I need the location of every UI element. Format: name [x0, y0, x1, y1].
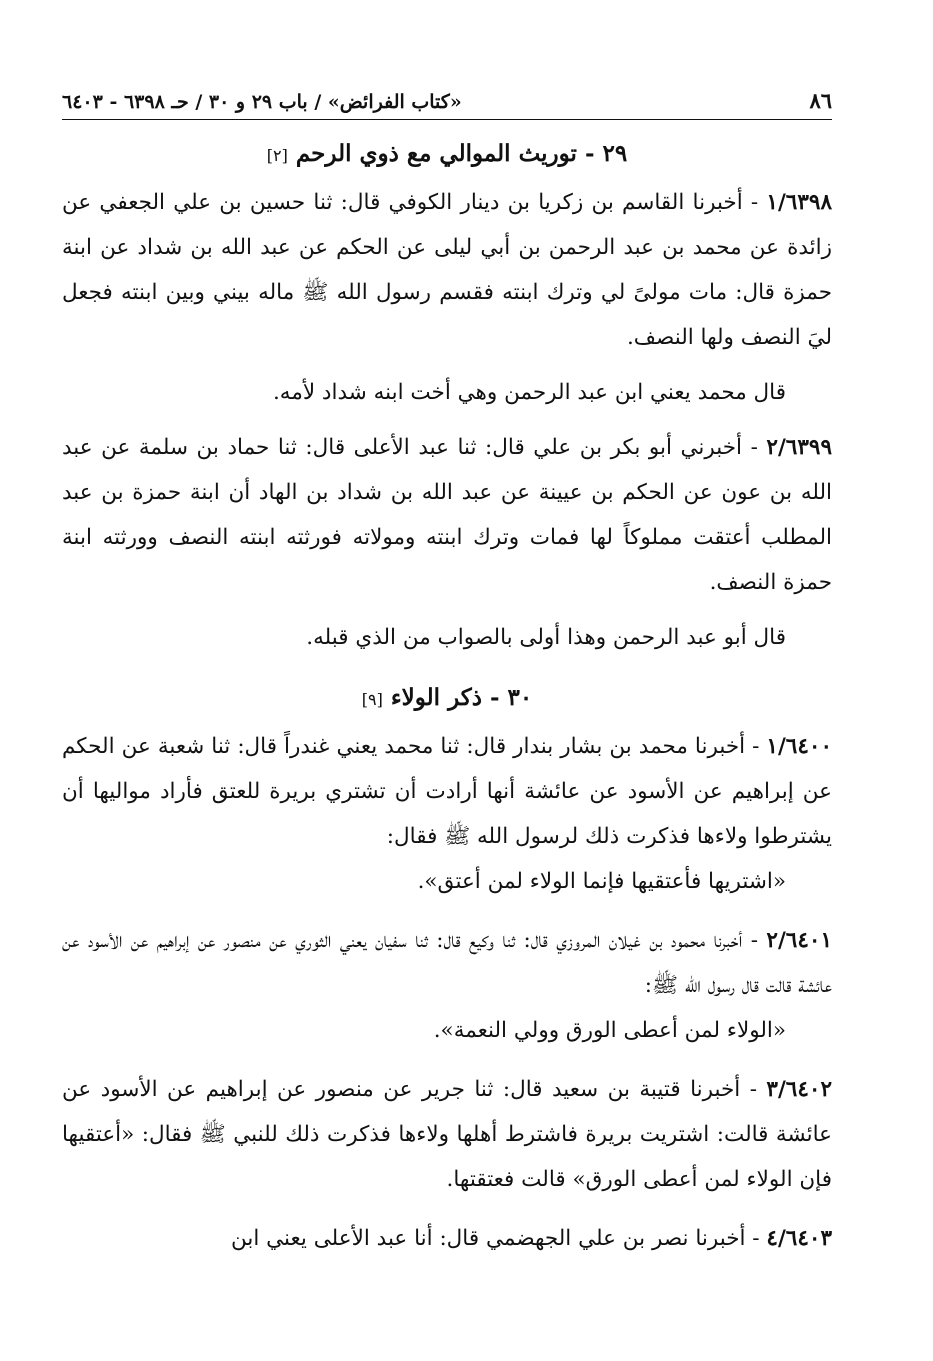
running-header: [62, 88, 832, 120]
hadith-number: ٢/٦٣٩٩: [766, 435, 832, 460]
running-title: «كتاب الفرائض» / باب ٢٩ و ٣٠ / حـ ٦٣٩٨ - ٦٤٠٣: [62, 91, 462, 113]
hadith-number: ٢/٦٤٠١: [766, 928, 832, 953]
commentary-6398: قال محمد يعني ابن عبد الرحمن وهي أخت ابنه شداد لأمه.: [272, 380, 786, 405]
hadith-text: - أخبرنا محمد بن بشار بندار قال: ثنا محمد يعني غندراً قال: ثنا شعبة عن الحكم عن إبراهيم عن الأسود عن عائشة أنها أرادت أن تشتري بريرة للعتق فأراد مواليها أن يشترطوا ولاءها فذكرت ذلك لرسول الله ﷺ فقال:: [62, 734, 832, 849]
hadith-6400: [62, 724, 832, 859]
hadith-6403: [62, 1216, 832, 1261]
chapter-heading-30: [62, 682, 832, 716]
chapter-title: ٣٠ - ذكر الولاء: [390, 684, 533, 711]
hadith-6402: [62, 1067, 832, 1202]
chapter-count: [٢]: [266, 146, 288, 165]
chapter-heading-29: [62, 138, 832, 172]
hadith-text: - أخبرني أبو بكر بن علي قال: ثنا عبد الأعلى قال: ثنا حماد بن سلمة عن عبد الله بن عون عن الحكم بن عيينة عن عبد الله بن شداد بن الهاد أن ابنة حمزة بن عبد المطلب أعتقت مملوكاً لها فمات وترك ابنته ومولاته فورثته ابنته النصف وورثته ابنة حمزة النصف.: [62, 435, 832, 595]
chapter-count: [٩]: [361, 690, 383, 709]
commentary-6399: قال أبو عبد الرحمن وهذا أولى بالصواب من الذي قبله.: [306, 625, 786, 650]
book-page: [62, 88, 832, 1261]
hadith-text: - أخبرنا القاسم بن زكريا بن دينار الكوفي قال: ثنا حسين بن علي الجعفي عن زائدة عن محمد بن عبد الرحمن بن أبي ليلى عن الحكم عن عبد الله بن شداد عن ابنة حمزة قال: مات مولىً لي وترك ابنته فقسم رسول الله ﷺ ماله بيني وبين ابنته فجعل ليَ النصف ولها النصف.: [62, 190, 832, 350]
hadith-number: ١/٦٣٩٨: [766, 190, 832, 215]
prophetic-quote: «الولاء لمن أعطى الورق وولي النعمة».: [433, 1018, 786, 1043]
hadith-number: ١/٦٤٠٠: [766, 734, 832, 759]
hadith-6399: [62, 425, 832, 605]
hadith-number: ٤/٦٤٠٣: [766, 1226, 832, 1251]
hadith-text: - أخبرنا محمود بن غيلان المروزي قال: ثنا وكيع قال: ثنا سفيان يعني الثوري عن منصور عن إبراهيم عن الأسود عن عائشة قالت قال رسول الله ﷺ:: [62, 928, 832, 998]
hadith-text: - أخبرنا نصر بن علي الجهضمي قال: أنا عبد الأعلى يعني ابن: [230, 1226, 767, 1251]
hadith-number: ٣/٦٤٠٢: [766, 1077, 832, 1102]
hadith-6401: [62, 918, 832, 1008]
hadith-6398: [62, 180, 832, 360]
chapter-title: ٢٩ - توريث الموالي مع ذوي الرحم: [295, 140, 628, 167]
hadith-text: - أخبرنا قتيبة بن سعيد قال: ثنا جرير عن منصور عن إبراهيم عن الأسود عن عائشة قالت: اشتريت بريرة فاشترط أهلها ولاءها فذكرت ذلك للنبي ﷺ فقال: «أعتقيها فإن الولاء لمن أعطى الورق» قالت فعتقتها.: [62, 1077, 832, 1192]
page-number: ٨٦: [809, 88, 832, 113]
prophetic-quote: «اشتريها فأعتقيها فإنما الولاء لمن أعتق».: [417, 869, 786, 894]
